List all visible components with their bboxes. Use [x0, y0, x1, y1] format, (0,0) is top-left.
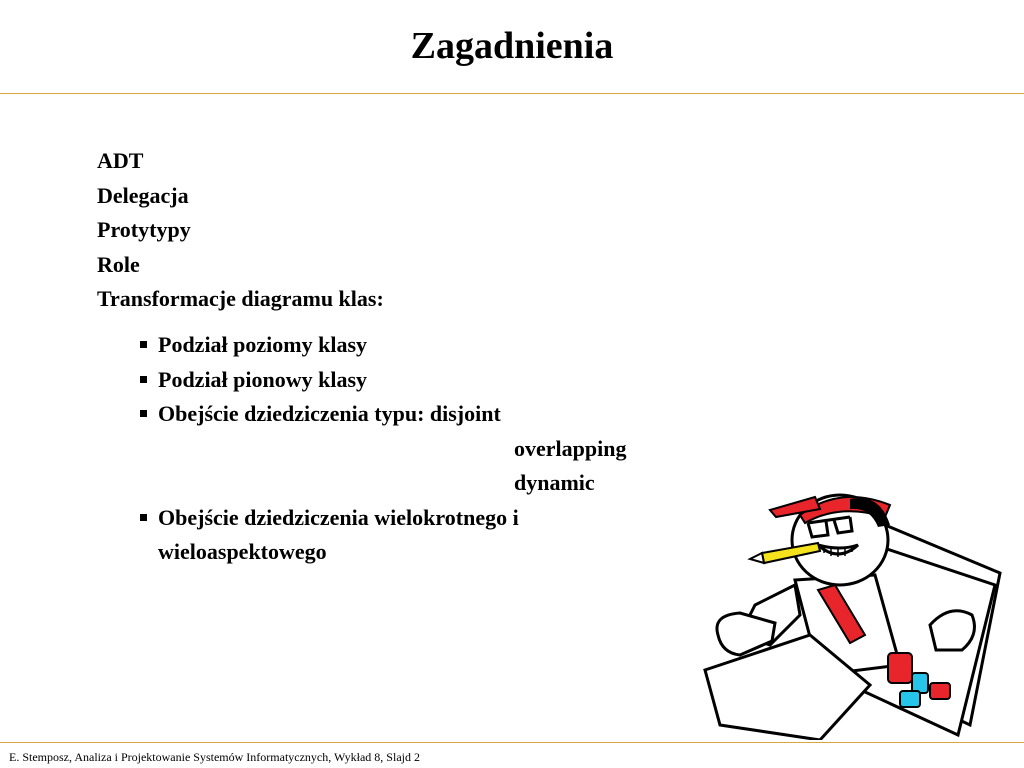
topic-item: ADT	[97, 148, 144, 173]
topic-item: Delegacja	[97, 182, 189, 208]
subitem-multiple-inheritance	[138, 501, 626, 536]
footer-divider	[0, 742, 1024, 743]
red-block	[930, 683, 950, 699]
businessman-reading-clipart	[700, 485, 1010, 740]
topic-item: Transformacje diagramu klas:	[97, 286, 384, 311]
subitem-text: Podział pionowy klasy	[158, 366, 368, 392]
square-bullet-icon	[140, 341, 147, 348]
subitem-text: Podział poziomy klasy	[158, 332, 368, 357]
pencil-tip	[750, 553, 764, 563]
cyan-block	[900, 691, 920, 707]
subitem-horizontal-split	[138, 328, 626, 363]
subitem-inheritance-dynamic: dynamic	[514, 470, 595, 495]
topic-item: Protytypy	[97, 217, 191, 242]
subitem-text: Obejście dziedziczenia typu: disjoint	[158, 401, 501, 426]
square-bullet-icon	[140, 514, 147, 521]
topic-list	[97, 144, 384, 317]
slide-title: Zagadnienia	[410, 25, 614, 67]
subitem-list	[138, 328, 626, 570]
red-block	[888, 653, 912, 683]
topic-item: Role	[97, 251, 140, 277]
subitem-text: Obejście dziedziczenia wielokrotnego i	[158, 504, 519, 530]
subitem-inheritance-bypass	[138, 397, 626, 432]
title-divider	[0, 93, 1024, 94]
subitem-vertical-split	[138, 363, 626, 398]
subitem-multiple-inheritance-continued: wieloaspektowego	[158, 539, 327, 564]
square-bullet-icon	[140, 376, 147, 383]
footer-citation: E. Stemposz, Analiza i Projektowanie Systemów Informatycznych, Wykład 8, Slajd 2	[9, 750, 420, 764]
subitem-inheritance-overlapping: overlapping	[514, 435, 627, 461]
square-bullet-icon	[140, 410, 147, 417]
